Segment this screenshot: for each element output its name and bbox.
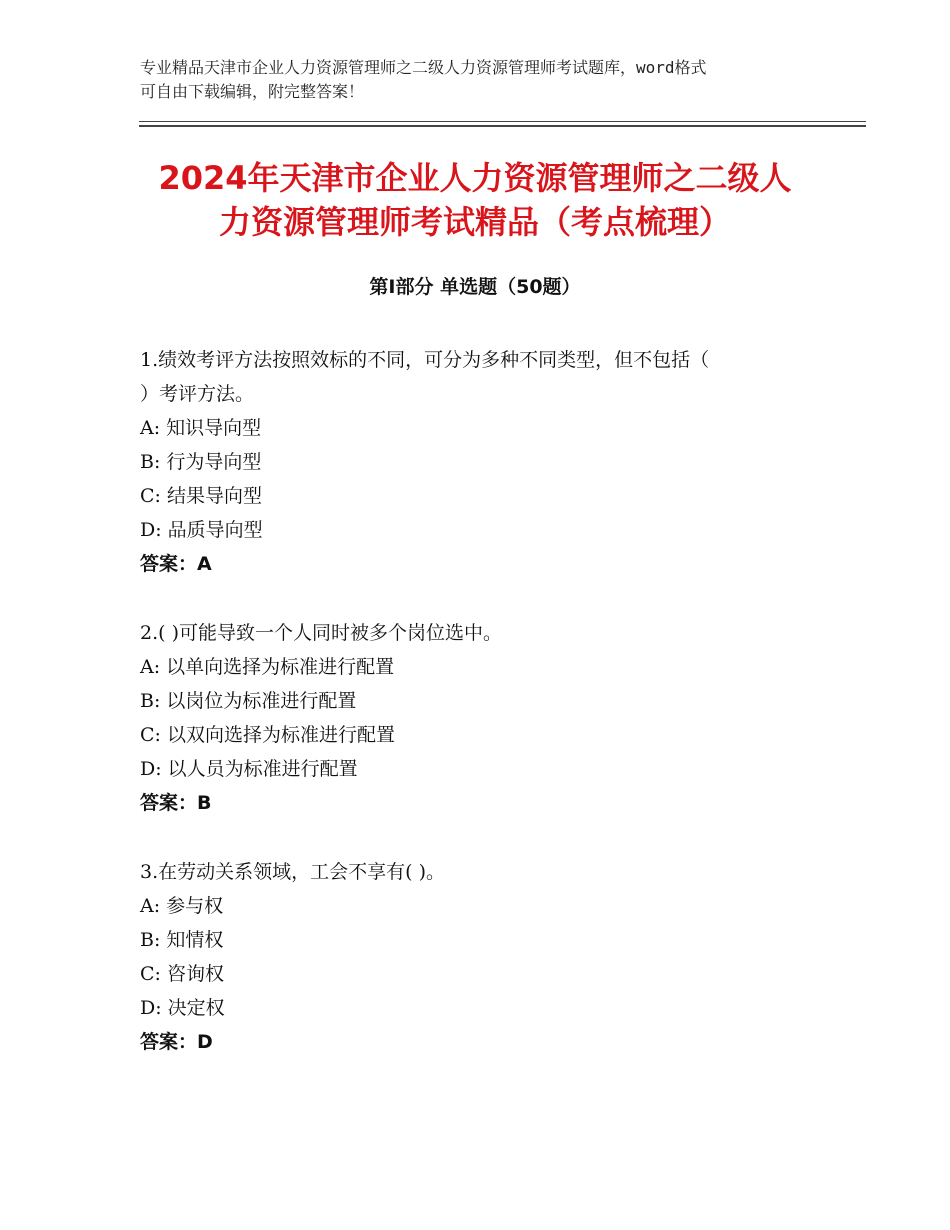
header-line-1: 专业精品天津市企业人力资源管理师之二级人力资源管理师考试题库，word格式: [140, 58, 707, 77]
answer: 答案：D: [140, 1031, 213, 1053]
question-stem-continued: ）考评方法。: [140, 383, 255, 405]
answer: 答案：B: [140, 792, 212, 814]
option-a: A: 知识导向型: [140, 417, 262, 439]
question-2: [140, 616, 820, 820]
question-stem: 2.( )可能导致一个人同时被多个岗位选中。: [140, 622, 502, 644]
document-title: [120, 156, 830, 244]
header-divider-thick: [139, 125, 866, 127]
option-a: A: 参与权: [140, 895, 224, 917]
option-c: C: 以双向选择为标准进行配置: [140, 724, 395, 746]
question-list: [140, 343, 820, 1094]
option-c: C: 咨询权: [140, 963, 224, 985]
option-b: B: 知情权: [140, 929, 224, 951]
question-1: [140, 343, 820, 581]
document-header: [140, 56, 820, 104]
question-stem: 1.绩效考评方法按照效标的不同，可分为多种不同类型，但不包括（: [140, 349, 710, 371]
option-b: B: 行为导向型: [140, 451, 262, 473]
title-line-2: 力资源管理师考试精品（考点梳理）: [218, 203, 731, 241]
option-c: C: 结果导向型: [140, 485, 262, 507]
title-line-1: 2024年天津市企业人力资源管理师之二级人: [158, 159, 792, 197]
question-3: [140, 855, 820, 1059]
answer: 答案：A: [140, 553, 212, 575]
section-heading: 第Ⅰ部分 单选题（50题）: [369, 276, 581, 298]
option-d: D: 决定权: [140, 997, 225, 1019]
option-d: D: 品质导向型: [140, 519, 263, 541]
question-stem: 3.在劳动关系领域，工会不享有( )。: [140, 861, 445, 883]
option-b: B: 以岗位为标准进行配置: [140, 690, 357, 712]
header-divider-thin: [139, 121, 866, 122]
option-a: A: 以单向选择为标准进行配置: [140, 656, 395, 678]
option-d: D: 以人员为标准进行配置: [140, 758, 358, 780]
header-line-2: 可自由下载编辑，附完整答案！: [140, 82, 365, 101]
